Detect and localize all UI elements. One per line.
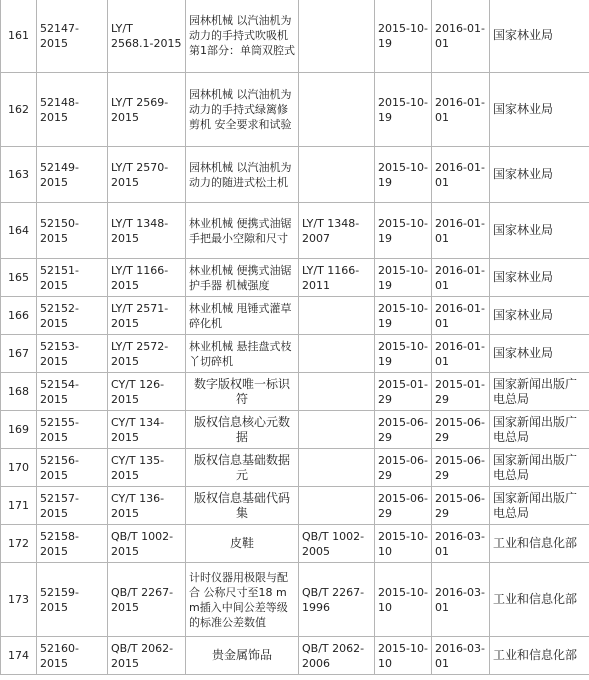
standard-number: LY/T 2572- 2015 bbox=[108, 335, 186, 373]
table-row bbox=[1, 563, 589, 637]
replaced-standard: QB/T 2267- 1996 bbox=[299, 563, 375, 637]
standard-title: 贵金属饰品 bbox=[186, 637, 299, 675]
issue-date: 2015-01- 29 bbox=[375, 373, 432, 411]
issue-date: 2015-10- 19 bbox=[375, 203, 432, 259]
replaced-standard bbox=[299, 449, 375, 487]
standard-title: 林业机械 悬挂盘式枝丫切碎机 bbox=[186, 335, 299, 373]
authority: 国家新闻出版广电总局 bbox=[490, 411, 589, 449]
implement-date: 2015-06- 29 bbox=[432, 487, 490, 525]
table-row bbox=[1, 637, 589, 675]
replaced-standard: LY/T 1166- 2011 bbox=[299, 259, 375, 297]
standard-title: 林业机械 便携式油锯 手把最小空隙和尺寸 bbox=[186, 203, 299, 259]
record-code: 52147- 2015 bbox=[37, 0, 108, 73]
table-row bbox=[1, 0, 589, 73]
record-code: 52153- 2015 bbox=[37, 335, 108, 373]
authority: 国家林业局 bbox=[490, 297, 589, 335]
table-row bbox=[1, 259, 589, 297]
replaced-standard bbox=[299, 297, 375, 335]
table-row bbox=[1, 373, 589, 411]
implement-date: 2016-01- 01 bbox=[432, 335, 490, 373]
table-row bbox=[1, 525, 589, 563]
authority: 国家林业局 bbox=[490, 147, 589, 203]
implement-date: 2016-03- 01 bbox=[432, 563, 490, 637]
replaced-standard bbox=[299, 411, 375, 449]
standard-title: 园林机械 以汽油机为动力的手持式吹吸机 第1部分：单筒双腔式 bbox=[186, 0, 299, 73]
row-number: 163 bbox=[1, 147, 37, 203]
replaced-standard bbox=[299, 0, 375, 73]
standard-title: 皮鞋 bbox=[186, 525, 299, 563]
issue-date: 2015-06- 29 bbox=[375, 449, 432, 487]
authority: 工业和信息化部 bbox=[490, 525, 589, 563]
implement-date: 2016-01- 01 bbox=[432, 203, 490, 259]
replaced-standard: LY/T 1348- 2007 bbox=[299, 203, 375, 259]
standard-title: 计时仪器用极限与配合 公称尺寸至18 mm插入中间公差等级的标准公差数值 bbox=[186, 563, 299, 637]
row-number: 174 bbox=[1, 637, 37, 675]
authority: 国家林业局 bbox=[490, 203, 589, 259]
issue-date: 2015-06- 29 bbox=[375, 487, 432, 525]
standard-title: 园林机械 以汽油机为动力的随进式松土机 bbox=[186, 147, 299, 203]
implement-date: 2016-01- 01 bbox=[432, 297, 490, 335]
table-row bbox=[1, 203, 589, 259]
table-row bbox=[1, 449, 589, 487]
row-number: 173 bbox=[1, 563, 37, 637]
record-code: 52160- 2015 bbox=[37, 637, 108, 675]
record-code: 52152- 2015 bbox=[37, 297, 108, 335]
replaced-standard: QB/T 1002- 2005 bbox=[299, 525, 375, 563]
record-code: 52151- 2015 bbox=[37, 259, 108, 297]
issue-date: 2015-10- 19 bbox=[375, 73, 432, 147]
record-code: 52155- 2015 bbox=[37, 411, 108, 449]
issue-date: 2015-10- 19 bbox=[375, 259, 432, 297]
standard-number: QB/T 2267- 2015 bbox=[108, 563, 186, 637]
row-number: 169 bbox=[1, 411, 37, 449]
implement-date: 2016-01- 01 bbox=[432, 0, 490, 73]
standard-number: CY/T 135- 2015 bbox=[108, 449, 186, 487]
implement-date: 2016-03- 01 bbox=[432, 525, 490, 563]
standard-number: LY/T 1348- 2015 bbox=[108, 203, 186, 259]
standard-number: LY/T 2570- 2015 bbox=[108, 147, 186, 203]
record-code: 52157- 2015 bbox=[37, 487, 108, 525]
row-number: 164 bbox=[1, 203, 37, 259]
authority: 国家林业局 bbox=[490, 259, 589, 297]
record-code: 52156- 2015 bbox=[37, 449, 108, 487]
replaced-standard bbox=[299, 147, 375, 203]
standard-number: LY/T 2569- 2015 bbox=[108, 73, 186, 147]
standard-number: CY/T 136- 2015 bbox=[108, 487, 186, 525]
standard-title: 数字版权唯一标识符 bbox=[186, 373, 299, 411]
standard-number: CY/T 126- 2015 bbox=[108, 373, 186, 411]
implement-date: 2015-01- 29 bbox=[432, 373, 490, 411]
table-row bbox=[1, 297, 589, 335]
issue-date: 2015-10- 10 bbox=[375, 525, 432, 563]
table-row bbox=[1, 73, 589, 147]
authority: 国家林业局 bbox=[490, 0, 589, 73]
issue-date: 2015-10- 19 bbox=[375, 335, 432, 373]
standard-number: QB/T 2062- 2015 bbox=[108, 637, 186, 675]
implement-date: 2015-06- 29 bbox=[432, 411, 490, 449]
implement-date: 2016-01- 01 bbox=[432, 73, 490, 147]
implement-date: 2016-03- 01 bbox=[432, 637, 490, 675]
row-number: 166 bbox=[1, 297, 37, 335]
standard-number: LY/T 1166- 2015 bbox=[108, 259, 186, 297]
authority: 工业和信息化部 bbox=[490, 563, 589, 637]
row-number: 165 bbox=[1, 259, 37, 297]
issue-date: 2015-10- 19 bbox=[375, 147, 432, 203]
table-row bbox=[1, 487, 589, 525]
standard-number: QB/T 1002- 2015 bbox=[108, 525, 186, 563]
issue-date: 2015-10- 19 bbox=[375, 0, 432, 73]
implement-date: 2016-01- 01 bbox=[432, 147, 490, 203]
table-row bbox=[1, 335, 589, 373]
record-code: 52148- 2015 bbox=[37, 73, 108, 147]
authority: 工业和信息化部 bbox=[490, 637, 589, 675]
replaced-standard bbox=[299, 335, 375, 373]
record-code: 52149- 2015 bbox=[37, 147, 108, 203]
replaced-standard: QB/T 2062- 2006 bbox=[299, 637, 375, 675]
row-number: 171 bbox=[1, 487, 37, 525]
issue-date: 2015-10- 10 bbox=[375, 637, 432, 675]
record-code: 52154- 2015 bbox=[37, 373, 108, 411]
record-code: 52159- 2015 bbox=[37, 563, 108, 637]
table-row bbox=[1, 411, 589, 449]
standard-title: 林业机械 甩锤式灌草碎化机 bbox=[186, 297, 299, 335]
implement-date: 2016-01- 01 bbox=[432, 259, 490, 297]
issue-date: 2015-10- 10 bbox=[375, 563, 432, 637]
row-number: 168 bbox=[1, 373, 37, 411]
implement-date: 2015-06- 29 bbox=[432, 449, 490, 487]
authority: 国家新闻出版广电总局 bbox=[490, 373, 589, 411]
standard-title: 版权信息基础数据元 bbox=[186, 449, 299, 487]
standard-title: 版权信息基础代码集 bbox=[186, 487, 299, 525]
replaced-standard bbox=[299, 73, 375, 147]
replaced-standard bbox=[299, 487, 375, 525]
authority: 国家林业局 bbox=[490, 335, 589, 373]
record-code: 52158- 2015 bbox=[37, 525, 108, 563]
standard-number: LY/T 2568.1-2015 bbox=[108, 0, 186, 73]
standard-title: 林业机械 便携式油锯护手器 机械强度 bbox=[186, 259, 299, 297]
authority: 国家林业局 bbox=[490, 73, 589, 147]
standard-title: 园林机械 以汽油机为动力的手持式绿篱修剪机 安全要求和试验 bbox=[186, 73, 299, 147]
table-row bbox=[1, 147, 589, 203]
authority: 国家新闻出版广电总局 bbox=[490, 487, 589, 525]
row-number: 172 bbox=[1, 525, 37, 563]
table-body bbox=[1, 0, 589, 675]
authority: 国家新闻出版广电总局 bbox=[490, 449, 589, 487]
standard-number: CY/T 134- 2015 bbox=[108, 411, 186, 449]
issue-date: 2015-10- 19 bbox=[375, 297, 432, 335]
record-code: 52150- 2015 bbox=[37, 203, 108, 259]
row-number: 161 bbox=[1, 0, 37, 73]
issue-date: 2015-06- 29 bbox=[375, 411, 432, 449]
standard-number: LY/T 2571- 2015 bbox=[108, 297, 186, 335]
row-number: 162 bbox=[1, 73, 37, 147]
row-number: 170 bbox=[1, 449, 37, 487]
standard-title: 版权信息核心元数据 bbox=[186, 411, 299, 449]
row-number: 167 bbox=[1, 335, 37, 373]
replaced-standard bbox=[299, 373, 375, 411]
